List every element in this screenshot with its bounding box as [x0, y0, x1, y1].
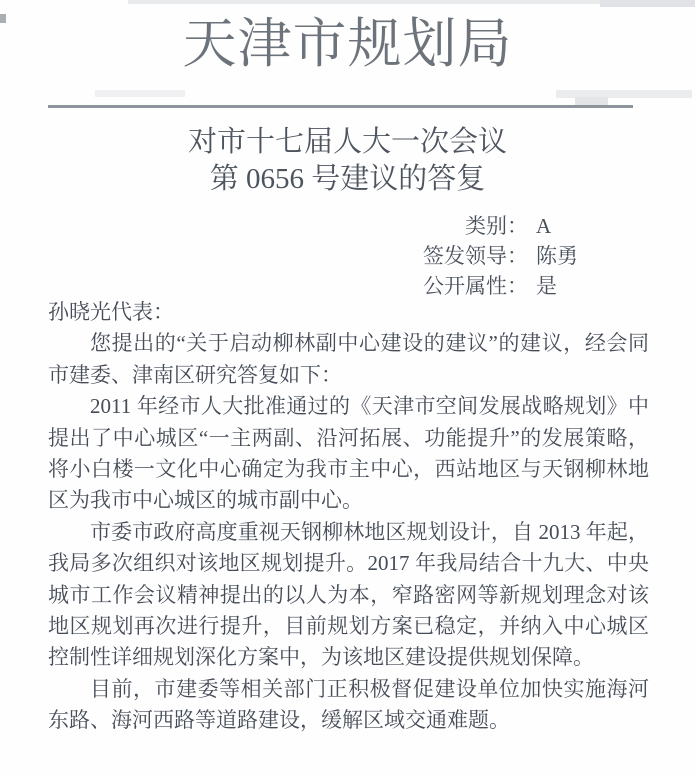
scan-artifact-top-streak — [128, 0, 688, 4]
meta-row-category — [0, 211, 695, 241]
document-title-line2: 第 0656 号建议的答复 — [209, 163, 486, 195]
body-paragraph-intro: 您提出的“关于启动柳林副中心建设的建议”的建议，经会同市建委、津南区研究答复如下： — [48, 331, 649, 387]
scan-artifact-pre-rule — [575, 97, 608, 105]
category-label: 类别： — [465, 214, 528, 238]
scan-artifact-mid-left — [95, 90, 185, 97]
body-paragraph-strategy-2011: 2011 年经市人大批准通过的《天津市空间发展战略规划》中提出了中心城区“一主两副、沿河拓展、功能提升”的发展策略，将小白楼一文化中心确定为我市主中心，西站地区与天钢柳林地区为我市中心城区的城市副中心。 — [48, 394, 649, 513]
letterhead-agency-name: 天津市规划局 — [182, 14, 513, 74]
document-title-line1: 对市十七届人大一次会议 — [187, 126, 507, 158]
category-value: A — [536, 214, 552, 238]
meta-row-issuer — [0, 241, 695, 271]
body-paragraph-road-construction: 目前，市建委等相关部门正积极督促建设单位加快实施海河东路、海河西路等道路建设，缓解区域交通难题。 — [48, 676, 649, 733]
letter-body — [48, 297, 649, 737]
scan-artifact-top-right — [600, 0, 695, 7]
issuer-value: 陈勇 — [536, 244, 578, 268]
salutation: 孙晓光代表： — [48, 300, 174, 324]
public-attribute-label: 公开属性： — [423, 274, 528, 298]
letterhead-divider — [48, 105, 633, 108]
meta-block — [0, 211, 695, 301]
public-attribute-value: 是 — [536, 274, 557, 298]
document-title — [0, 124, 695, 198]
body-paragraph-planning-upgrade: 市委市政府高度重视天钢柳林地区规划设计，自 2013 年起，我局多次组织对该地区规划提升。2017 年我局结合十九大、中央城市工作会议精神提出的以人为本，窄路密网等新规划理念对该地区规划再次进行提升，目前规划方案已稳定，并纳入中心城区控制性详细规划深化方案中，为该地区建设提供规划保障。 — [48, 519, 649, 670]
issuer-label: 签发领导： — [423, 244, 528, 268]
scan-artifact-mid-right — [556, 90, 692, 98]
